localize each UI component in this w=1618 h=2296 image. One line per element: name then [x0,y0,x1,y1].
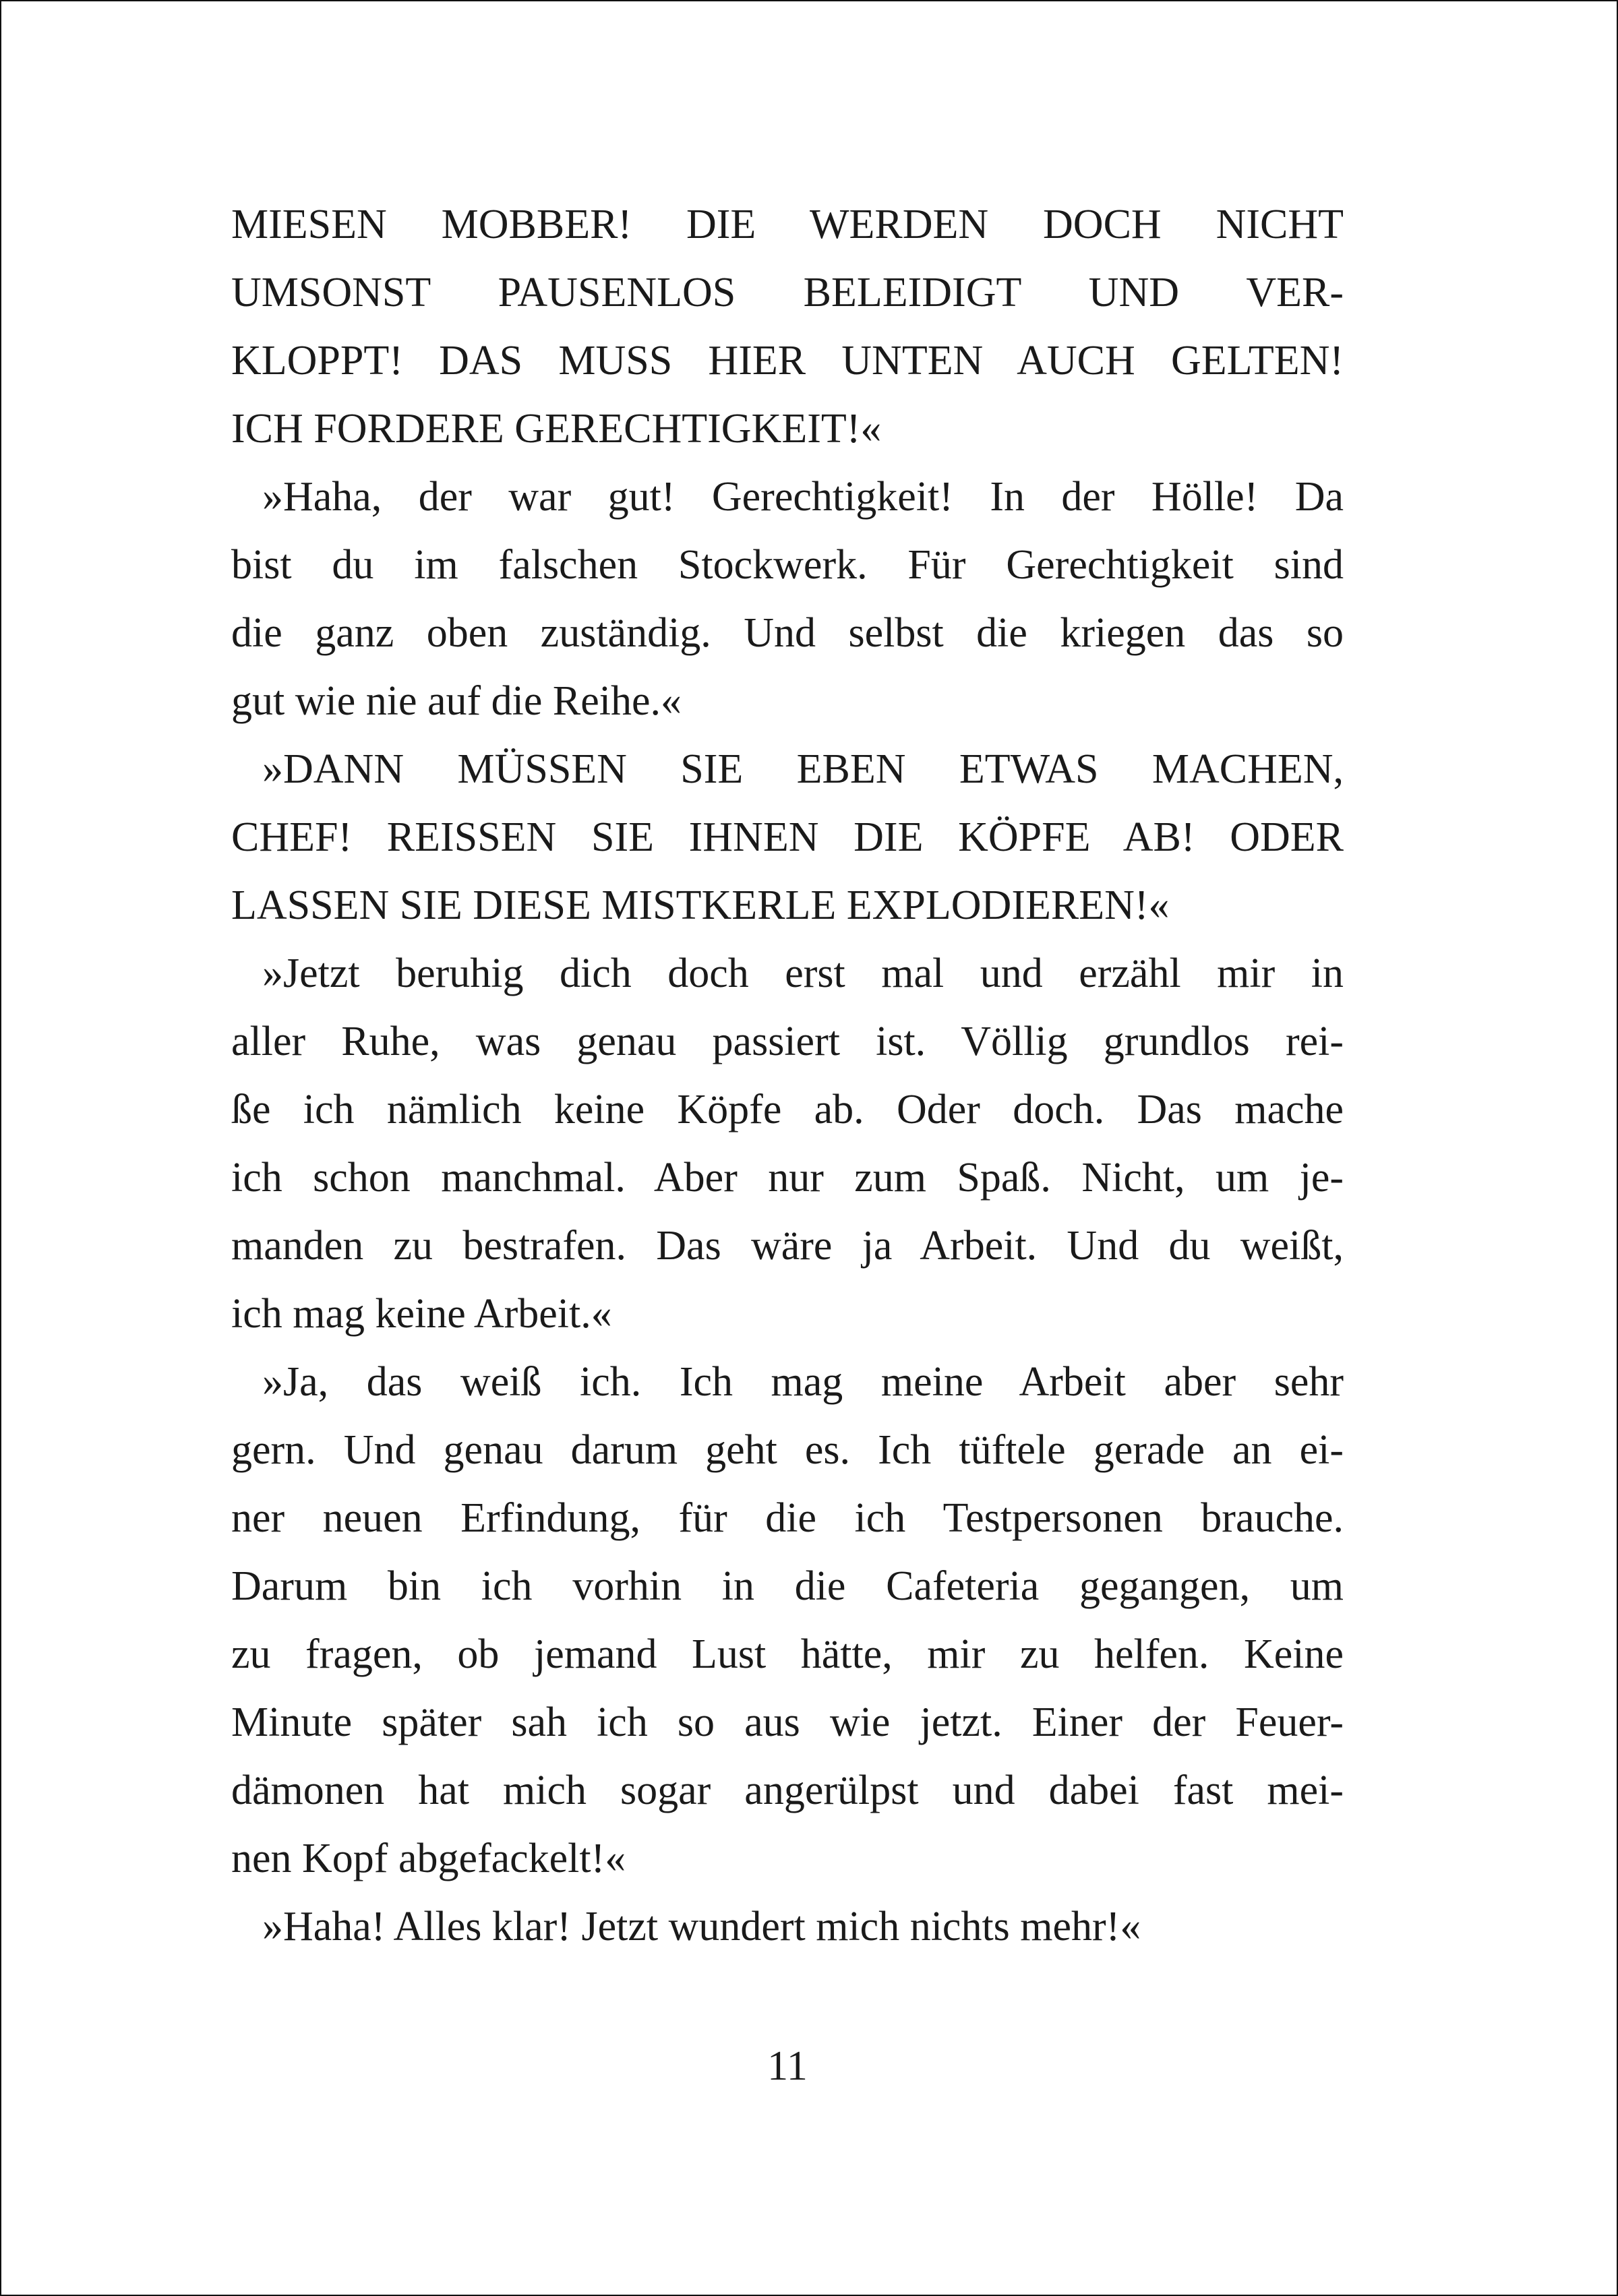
text-line: ich mag keine Arbeit.« [231,1291,612,1337]
text-line: »Haha, der war gut! Gerechtigkeit! In der Hölle! Da [262,474,1344,520]
text-line: bist du im falschen Stockwerk. Für Gerechtigkeit sind [231,542,1344,588]
text-line: MIESEN MOBBER! DIE WERDEN DOCH NICHT [231,202,1344,247]
text-line: KLOPPT! DAS MUSS HIER UNTEN AUCH GELTEN! [231,338,1344,384]
text-line: »Jetzt beruhig dich doch erst mal und erzähl mir in [262,950,1344,996]
text-line: »DANN MÜSSEN SIE EBEN ETWAS MACHEN, [262,746,1344,792]
text-line: ich schon manchmal. Aber nur zum Spaß. Nicht, um je- [231,1155,1344,1201]
text-line: aller Ruhe, was genau passiert ist. Völlig grundlos rei- [231,1019,1344,1064]
text-line: Minute später sah ich so aus wie jetzt. Einer der Feuer- [231,1699,1344,1745]
text-line: Darum bin ich vorhin in die Cafeteria gegangen, um [231,1563,1344,1609]
text-line: CHEF! REISSEN SIE IHNEN DIE KÖPFE AB! ODER [231,814,1344,860]
text-line: UMSONST PAUSENLOS BELEIDIGT UND VER- [231,270,1344,315]
text-line: manden zu bestrafen. Das wäre ja Arbeit. Und du weißt, [231,1223,1344,1269]
page-number-container [0,2043,1618,2090]
text-line: »Haha! Alles klar! Jetzt wundert mich nichts mehr!« [262,1904,1141,1950]
page-number: 11 [767,2043,808,2089]
text-line: gut wie nie auf die Reihe.« [231,678,682,724]
text-line: dämonen hat mich sogar angerülpst und dabei fast mei- [231,1768,1344,1813]
text-line: zu fragen, ob jemand Lust hätte, mir zu helfen. Keine [231,1631,1344,1677]
text-line: nen Kopf abgefackelt!« [231,1836,626,1881]
text-line: ße ich nämlich keine Köpfe ab. Oder doch. Das mache [231,1087,1344,1132]
text-line: ICH FORDERE GERECHTIGKEIT!« [231,406,882,452]
text-line: gern. Und genau darum geht es. Ich tüftele gerade an ei- [231,1427,1344,1473]
text-line: LASSEN SIE DIESE MISTKERLE EXPLODIEREN!« [231,882,1170,928]
text-line: »Ja, das weiß ich. Ich mag meine Arbeit aber sehr [262,1359,1344,1405]
text-line: ner neuen Erfindung, für die ich Testpersonen brauche. [231,1495,1344,1541]
body-text [231,191,1344,1961]
text-line: die ganz oben zuständig. Und selbst die kriegen das so [231,610,1344,656]
